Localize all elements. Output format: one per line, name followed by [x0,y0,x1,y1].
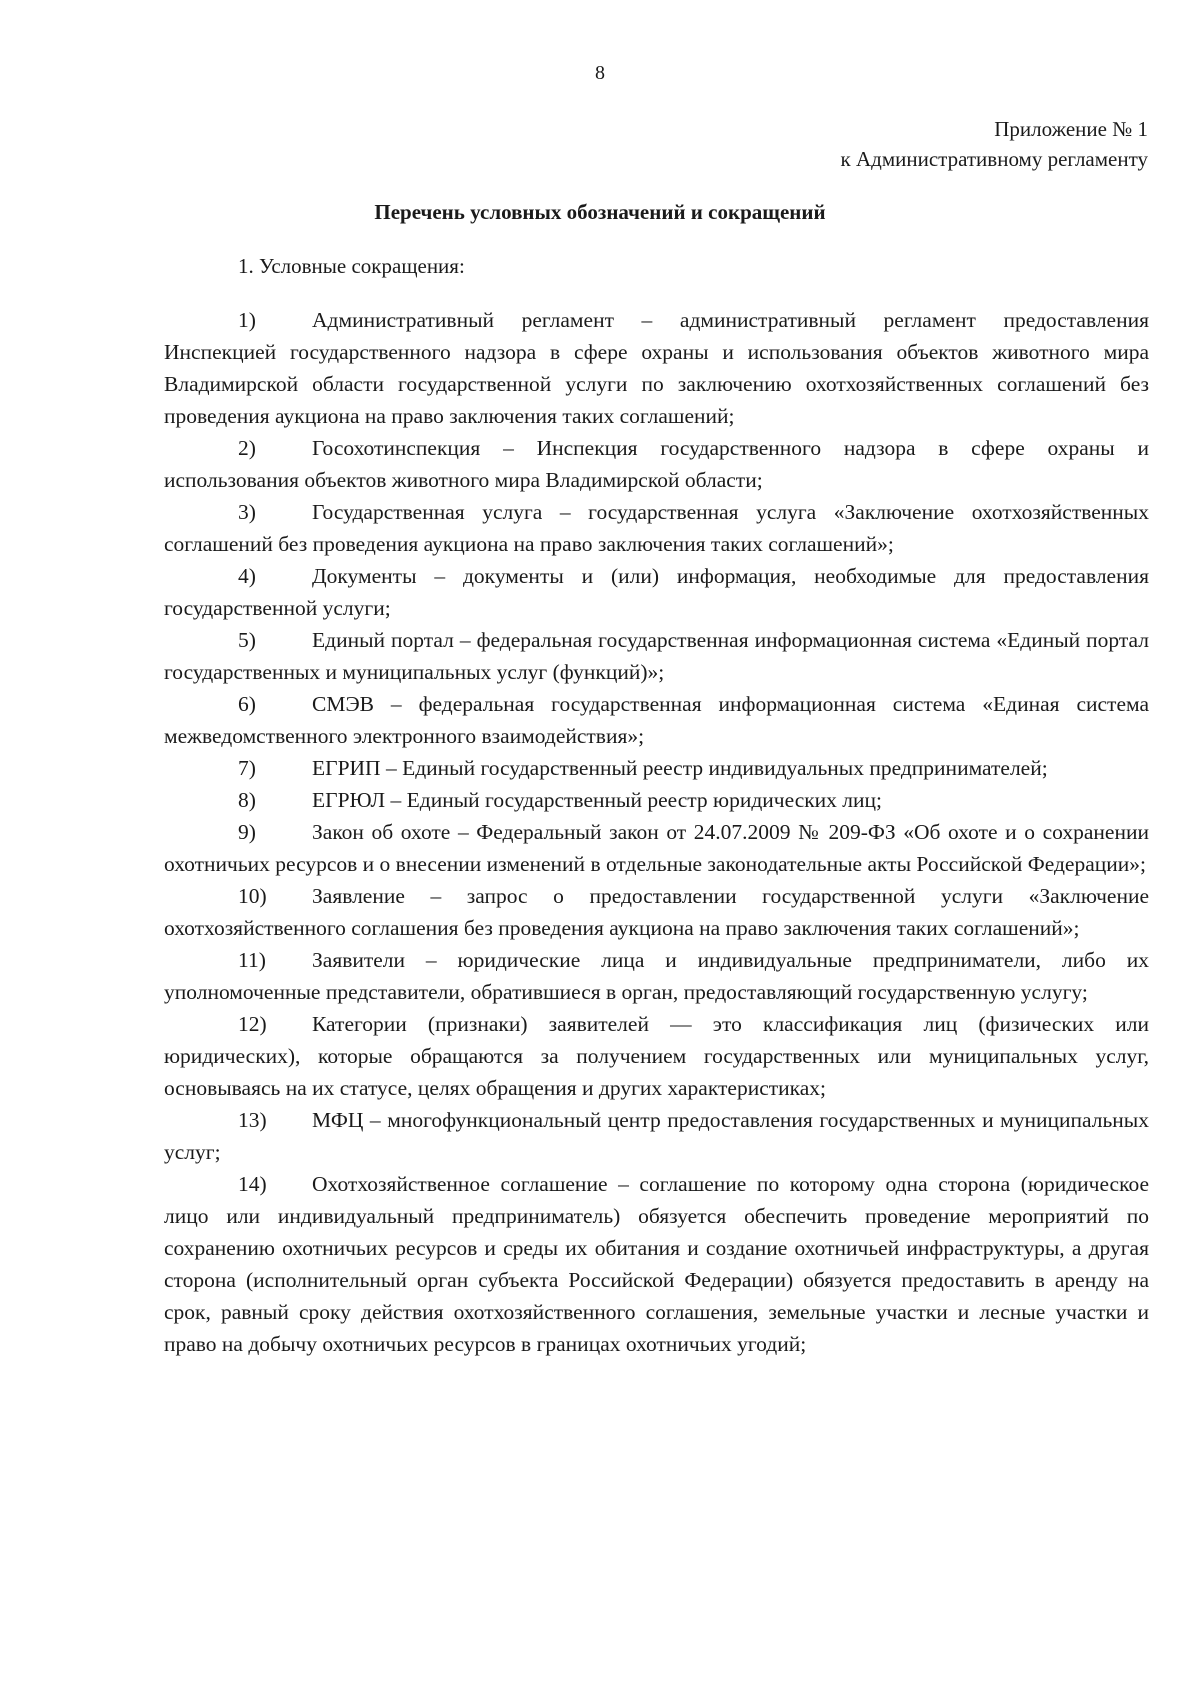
item-number: 6) [238,692,256,716]
list-item [164,304,1149,432]
appendix-reference [841,114,1148,174]
item-text: Государственная услуга – государственная услуга «Заключение охотхозяйственных соглашений без проведения аукциона на право заключения таких соглашений»; [164,500,1149,556]
document-title: Перечень условных обозначений и сокращений [374,200,826,224]
item-number: 12) [238,1012,267,1036]
list-item [164,784,1149,816]
list-item [164,1008,1149,1104]
item-number: 3) [238,500,256,524]
list-item [164,560,1149,624]
list-item [164,1168,1149,1360]
item-text: Закон об охоте – Федеральный закон от 24.07.2009 № 209-ФЗ «Об охоте и о сохранении охотничьих ресурсов и о внесении изменений в отдельные законодательные акты Российской Федерации»; [164,820,1149,876]
item-text: Документы – документы и (или) информация, необходимые для предоставления государственной услуги; [164,564,1149,620]
list-item [164,752,1149,784]
list-item [164,816,1149,880]
appendix-line-1: Приложение № 1 [994,117,1148,141]
item-number: 4) [238,564,256,588]
item-text: Заявление – запрос о предоставлении государственной услуги «Заключение охотхозяйственного соглашения без проведения аукциона на право заключения таких соглашений»; [164,884,1149,940]
abbreviations-list [164,304,1149,1360]
item-text: Административный регламент – административный регламент предоставления Инспекцией государственного надзора в сфере охраны и использования объектов животного мира Владимирской области государственной услуги по заключению охотхозяйственных соглашений без проведения аукциона на право заключения таких соглашений; [164,308,1149,428]
list-item [164,880,1149,944]
item-number: 13) [238,1108,267,1132]
item-text: Госохотинспекция – Инспекция государственного надзора в сфере охраны и использования объектов животного мира Владимирской области; [164,436,1149,492]
item-number: 8) [238,788,256,812]
item-number: 14) [238,1172,267,1196]
item-number: 2) [238,436,256,460]
item-number: 1) [238,308,256,332]
item-text: Заявители – юридические лица и индивидуальные предприниматели, либо их уполномоченные представители, обратившиеся в орган, предоставляющий государственную услугу; [164,948,1149,1004]
item-text: Категории (признаки) заявителей — это классификация лиц (физических или юридических), которые обращаются за получением государственных или муниципальных услуг, основываясь на их статусе, целях обращения и других характеристиках; [164,1012,1149,1100]
item-text: Охотхозяйственное соглашение – соглашение по которому одна сторона (юридическое лицо или индивидуальный предприниматель) обязуется обеспечить проведение мероприятий по сохранению охотничьих ресурсов и среды их обитания и создание охотничьей инфраструктуры, а другая сторона (исполнительный орган субъекта Российской Федерации) обязуется предоставить в аренду на срок, равный сроку действия охотхозяйственного соглашения, земельные участки и лесные участки и право на добычу охотничьих ресурсов в границах охотничьих угодий; [164,1172,1149,1356]
list-item [164,688,1149,752]
item-text: ЕГРЮЛ – Единый государственный реестр юридических лиц; [312,788,883,812]
item-number: 9) [238,820,256,844]
list-item [164,432,1149,496]
item-text: Единый портал – федеральная государственная информационная система «Единый портал государственных и муниципальных услуг (функций)»; [164,628,1149,684]
section-heading: 1. Условные сокращения: [238,254,465,278]
item-number: 7) [238,756,256,780]
item-text: СМЭВ – федеральная государственная информационная система «Единая система межведомственного электронного взаимодействия»; [164,692,1149,748]
list-item [164,1104,1149,1168]
item-number: 5) [238,628,256,652]
item-text: МФЦ – многофункциональный центр предоставления государственных и муниципальных услуг; [164,1108,1149,1164]
list-item [164,944,1149,1008]
page-number: 8 [595,62,605,84]
list-item [164,496,1149,560]
item-number: 11) [238,948,266,972]
list-item [164,624,1149,688]
item-text: ЕГРИП – Единый государственный реестр индивидуальных предпринимателей; [312,756,1048,780]
item-number: 10) [238,884,267,908]
appendix-line-2: к Административному регламенту [840,147,1148,171]
